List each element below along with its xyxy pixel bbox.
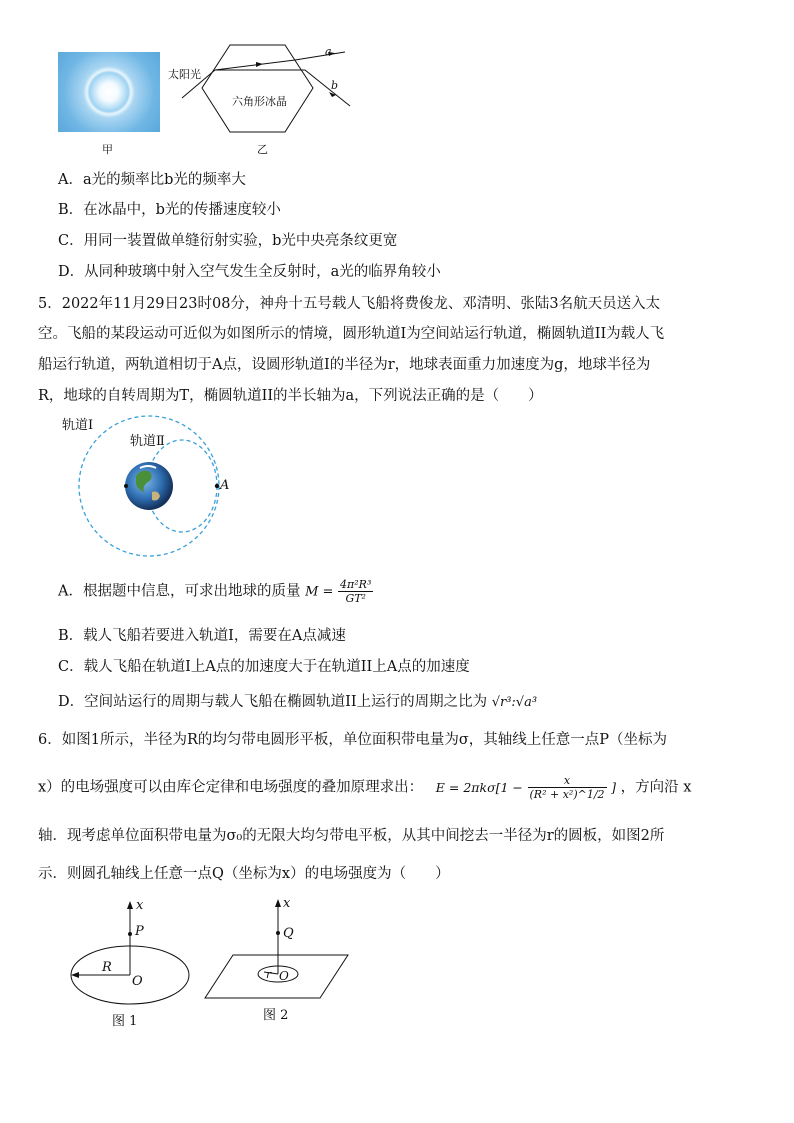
q5-option-a-formula-lhs: M = — [305, 584, 334, 600]
q5-option-a-denominator: GT² — [345, 592, 366, 605]
figure-1-disk — [60, 895, 200, 1015]
fig2-x-label: x — [283, 896, 291, 911]
q5-option-a-text: A．根据题中信息，可求出地球的质量 — [58, 583, 301, 600]
q5-option-a — [58, 578, 373, 605]
fig-label-yi: 乙 — [257, 143, 268, 156]
q5-option-d-formula: √r³:√a³ — [491, 695, 538, 710]
halo-photo — [58, 52, 160, 132]
orbit-2-label: 轨道Ⅱ — [130, 434, 165, 449]
fig1-r-label: R — [102, 960, 112, 975]
q6-formula-lhs: E = 2πkσ[1 − — [435, 779, 523, 795]
ray-b-label: b — [331, 79, 339, 92]
ray-a-label: a — [325, 45, 332, 58]
q5-stem-line2: 空。飞船的某段运动可近似为如图所示的情境，圆形轨道Ⅰ为空间站运行轨道，椭圆轨道II为载人飞 — [38, 326, 665, 342]
q6-formula-fraction — [528, 774, 607, 801]
q6-stem-line2 — [38, 774, 691, 801]
fig2-o-label: O — [279, 969, 289, 983]
orbit-1-label: 轨道Ⅰ — [62, 418, 94, 433]
figure-2-plate — [200, 893, 355, 1008]
q5-stem-line3: 船运行轨道，两轨道相切于A点，设圆形轨道I的半径为r，地球表面重力加速度为g，地球半径为 — [38, 357, 651, 373]
q5-stem-line4: R，地球的自转周期为T，椭圆轨道II的半长轴为a，下列说法正确的是（ ） — [38, 388, 543, 404]
q6-stem-line1: 6．如图1所示，半径为R的均匀带电圆形平板，单位面积带电量为σ，其轴线上任意一点P（坐标为 — [38, 732, 668, 748]
q5-option-d-text: D．空间站运行的周期与载人飞船在椭圆轨道II上运行的周期之比为 — [58, 694, 488, 710]
q6-formula-denominator: (R² + x²)^1/2 — [529, 788, 605, 801]
q5-option-c: C．载人飞船在轨道I上A点的加速度大于在轨道II上A点的加速度 — [58, 659, 470, 675]
fig2-r-label: r — [266, 968, 272, 981]
fig1-x-label: x — [136, 898, 144, 913]
q6-stem-line2-tail: ，方向沿 x — [620, 779, 692, 796]
fig1-caption: 图 1 — [112, 1014, 138, 1029]
q5-stem-line1: 5．2022年11月29日23时08分，神舟十五号载人飞船将费俊龙、邓清明、张陆3名航天员送入太 — [38, 296, 661, 312]
q5-option-b: B．载人飞船若要进入轨道I，需要在A点减速 — [58, 628, 346, 644]
fig2-caption: 图 2 — [263, 1008, 289, 1023]
q6-formula-numerator: x — [528, 774, 607, 788]
fig-label-jia: 甲 — [102, 143, 113, 156]
fig2-q-label: Q — [283, 926, 294, 941]
q6-stem-line2-text: x）的电场强度可以由库仑定律和电场强度的叠加原理求出： — [38, 779, 424, 796]
point-a-label: A — [220, 478, 230, 493]
q4-option-d: D．从同种玻璃中射入空气发生全反射时，a光的临界角较小 — [58, 264, 441, 280]
q6-formula-rhs: ] — [611, 779, 617, 795]
fig1-p-label: P — [135, 924, 144, 939]
sunlight-label: 太阳光 — [168, 68, 201, 81]
q5-option-a-numerator: 4π²R³ — [340, 578, 372, 591]
q4-option-c: C．用同一装置做单缝衍射实验，b光中央亮条纹更宽 — [58, 233, 398, 249]
q5-option-d — [58, 692, 537, 713]
q5-option-a-fraction — [338, 578, 373, 605]
q6-stem-line4: 示．则圆孔轴线上任意一点Q（坐标为x）的电场强度为（ ） — [38, 866, 450, 882]
q6-stem-line3: 轴．现考虑单位面积带电量为σ₀的无限大均匀带电平板，从其中间挖去一半径为r的圆板，如图2所 — [38, 828, 665, 844]
q4-option-b: B．在冰晶中，b光的传播速度较小 — [58, 202, 281, 218]
crystal-label: 六角形冰晶 — [232, 95, 287, 108]
q4-option-a: A．a光的频率比b光的频率大 — [58, 172, 246, 188]
fig1-o-label: O — [132, 974, 143, 989]
